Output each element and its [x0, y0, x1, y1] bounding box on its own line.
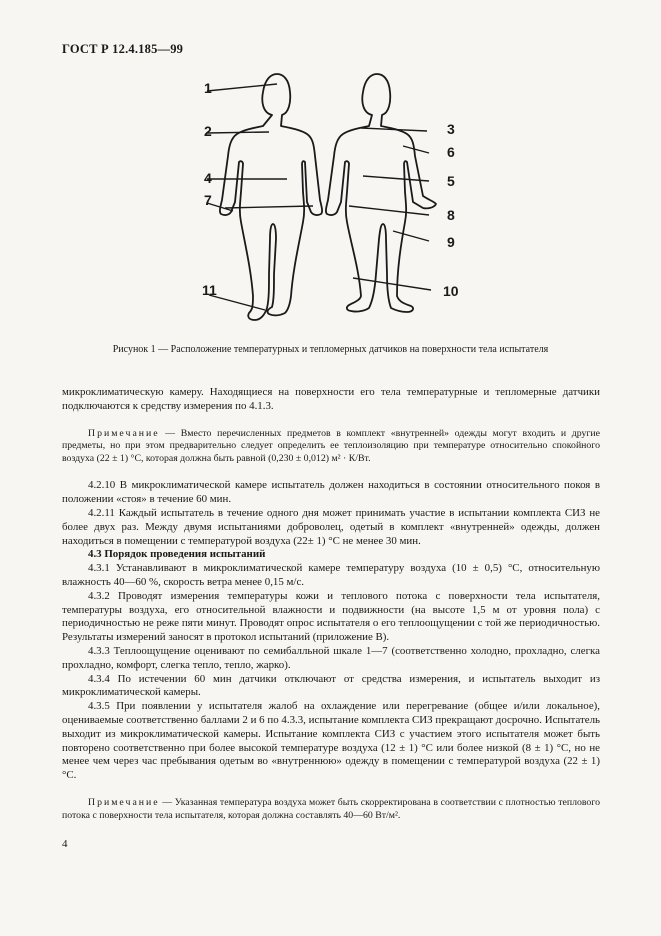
document-header: ГОСТ Р 12.4.185—99	[62, 42, 184, 56]
figure-body-sensors	[195, 64, 475, 336]
section-heading-4-3: 4.3 Порядок проведения испытаний	[88, 548, 266, 561]
paragraph-4-3-4: 4.3.4 По истечении 60 мин датчики отключают от средства измерения, и испытатель выходит из микроклиматической камеры.	[62, 672, 600, 699]
callout-6: 6	[447, 144, 455, 160]
paragraph-4-2-10: 4.2.10 В микроклиматической камере испытатель должен находиться в состоянии относительного покоя в положении «стоя» в течение 60 мин.	[62, 479, 600, 506]
note-1-text: — Вместо перечисленных предметов в комплект «внутренней» одежды могут входить и другие предметы, но при этом предварительно следует определить ее теплоизоляцию при температуре относительно спокойного воздуха (22 ± 1) °С, которая должна быть равной (0,230 ± 0,012) м² · К/Вт.	[62, 427, 600, 464]
callout-2: 2	[204, 123, 212, 139]
back-figure-outline	[326, 74, 436, 312]
note-2-text: — Указанная температура воздуха может быть скорректирована в соответствии с плотностью теплового потока с поверхности тела испытателя, которая должна составлять 40—60 Вт/м².	[62, 796, 600, 821]
callout-10: 10	[443, 283, 459, 299]
paragraph-4-3-5: 4.3.5 При появлении у испытателя жалоб на охлаждение или перегревание (общее и/или локальное), оцениваемые соответственно баллами 2 и 6 по 4.3.3, испытание комплекта СИЗ прекращают досрочно. Испытатель выходит из микроклиматической камеры. Испытание комплекта СИЗ с участием этого испытателя может быть повторено соответственно при более высокой температуре воздуха (12 ± 1) °С или более низкой (8 ± 1) °С, но не менее чем через час пребывания одетым во «внутреннюю» одежду в помещении с температурой воздуха (22 ± 1) °С.	[62, 700, 600, 782]
callout-7: 7	[204, 192, 212, 208]
body-diagram	[195, 64, 475, 336]
note-2-label: Примечание	[88, 796, 160, 808]
paragraph-4-3-2: 4.3.2 Проводят измерения температуры кожи и теплового потока с поверхности тела испытателя, температуры воздуха, его относительной влажности и подвижности (на высоте 1,5 м от уровня пола) с периодичностью не реже пяти минут. Проводят опрос испытателя о его теплоощущении с той же периодичностью. Результаты измерений заносят в протокол испытаний (приложение В).	[62, 589, 600, 644]
note-1	[62, 428, 600, 466]
page-number: 4	[62, 838, 68, 850]
note-2	[62, 797, 600, 822]
callout-3: 3	[447, 121, 455, 137]
paragraph-4-3-3: 4.3.3 Теплоощущение оценивают по семибалльной шкале 1—7 (соответственно холодно, прохладно, слегка прохладно, комфорт, слегка тепло, тепло, жарко).	[62, 644, 600, 671]
document-body	[62, 386, 600, 822]
callout-4: 4	[204, 170, 212, 186]
front-figure-outline	[220, 74, 322, 320]
callout-1: 1	[204, 80, 212, 96]
figure-caption: Рисунок 1 — Расположение температурных и тепломерных датчиков на поверхности тела испытателя	[112, 344, 549, 355]
callout-9: 9	[447, 234, 455, 250]
paragraph-4-2-11: 4.2.11 Каждый испытатель в течение одного дня может принимать участие в испытании комплекта СИЗ не более двух раз. Между двумя испытаниями доброволец, одетый в комплект «внутренней» одежды, должен находиться в помещении с температурой воздуха (22± 1) °С не менее 30 мин.	[62, 506, 600, 547]
paragraph-4-3-1: 4.3.1 Устанавливают в микроклиматической камере температуру воздуха (10 ± 0,5) °С, относительную влажность 40—60 %, скорость ветра менее 0,15 м/с.	[62, 562, 600, 588]
note-1-label: Примечание	[88, 427, 160, 439]
callout-8: 8	[447, 207, 455, 223]
callout-5: 5	[447, 173, 455, 189]
callout-11: 11	[202, 282, 217, 298]
paragraph-continuation: микроклиматическую камеру. Находящиеся на поверхности его тела температурные и тепломерные датчики подключаются к средству измерения по 4.1.3.	[62, 386, 600, 412]
